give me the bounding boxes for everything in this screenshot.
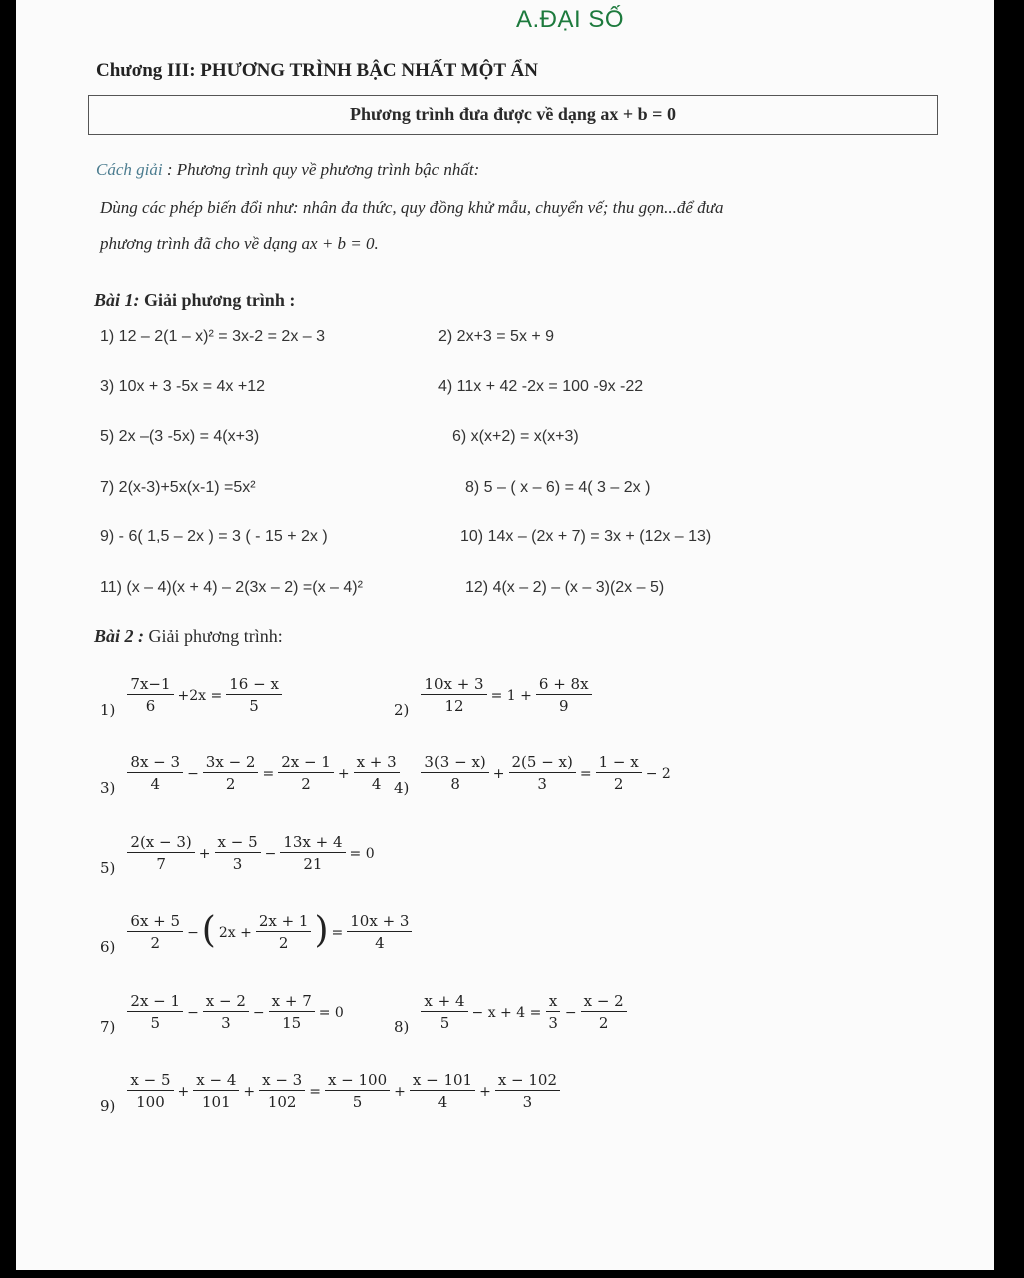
eq-number: 6) bbox=[100, 937, 116, 956]
fraction bbox=[193, 1070, 239, 1113]
denominator: 3 bbox=[232, 855, 243, 873]
bai2-eq-9 bbox=[100, 1070, 562, 1113]
method-label: Cách giải bbox=[96, 160, 163, 179]
fraction bbox=[421, 991, 467, 1034]
operator: = bbox=[579, 765, 592, 782]
bai2-heading bbox=[94, 626, 283, 647]
fraction bbox=[536, 674, 592, 717]
fraction bbox=[421, 674, 486, 717]
operator: + bbox=[479, 1083, 491, 1100]
fraction bbox=[495, 1070, 560, 1113]
operator: + bbox=[177, 1083, 190, 1100]
numerator: x − 100 bbox=[325, 1070, 390, 1091]
operator: − bbox=[187, 924, 199, 941]
numerator: x − 4 bbox=[193, 1070, 239, 1091]
numerator: 6 + 8x bbox=[536, 674, 592, 695]
method-desc-2: phương trình đã cho về dạng ax + b = 0. bbox=[100, 234, 379, 253]
eq-number: 2) bbox=[394, 700, 410, 719]
fraction bbox=[256, 911, 312, 954]
bai2-eq-3 bbox=[100, 752, 402, 795]
method-line bbox=[96, 160, 479, 180]
bai1-item-5: 5) 2x –(3 -5x) = 4(x+3) bbox=[100, 428, 260, 445]
bai1-item-8: 8) 5 – ( x – 6) = 4( 3 – 2x ) bbox=[465, 479, 651, 496]
numerator: 2(x − 3) bbox=[127, 832, 194, 853]
section-heading: A.ĐẠI SỐ bbox=[515, 6, 625, 33]
numerator: 10x + 3 bbox=[347, 911, 412, 932]
bai1-label: Bài 1: bbox=[94, 290, 140, 310]
operator: = 1 + bbox=[490, 687, 532, 704]
bai1-title: Giải phương trình : bbox=[139, 290, 296, 310]
denominator: 8 bbox=[450, 775, 460, 793]
denominator: 2 bbox=[301, 775, 311, 793]
operator: = bbox=[309, 1083, 321, 1100]
numerator: 2x − 1 bbox=[278, 752, 334, 773]
denominator: 5 bbox=[249, 697, 259, 715]
bai2-eq-6 bbox=[100, 911, 414, 954]
denominator: 102 bbox=[267, 1093, 297, 1111]
numerator: 2x + 1 bbox=[256, 911, 312, 932]
bai2-eq-1 bbox=[100, 674, 284, 717]
fraction bbox=[410, 1070, 475, 1113]
operator: = 0 bbox=[349, 845, 375, 862]
denominator: 2 bbox=[150, 934, 160, 952]
operator: − 2 bbox=[645, 765, 671, 782]
bai1-heading bbox=[94, 290, 295, 311]
denominator: 9 bbox=[558, 697, 569, 715]
denominator: 4 bbox=[437, 1093, 448, 1111]
bai1-item-6: 6) x(x+2) = x(x+3) bbox=[452, 428, 579, 445]
numerator: 16 − x bbox=[226, 674, 282, 695]
numerator: 7x−1 bbox=[127, 674, 173, 695]
denominator: 3 bbox=[221, 1014, 231, 1032]
fraction bbox=[259, 1070, 305, 1113]
numerator: 2x − 1 bbox=[127, 991, 183, 1012]
operator: +2x = bbox=[177, 687, 223, 704]
denominator: 12 bbox=[444, 697, 464, 715]
fraction bbox=[226, 674, 282, 717]
left-paren: ( bbox=[201, 909, 216, 951]
bai1-item-1: 1) 12 – 2(1 – x)² = 3x-2 = 2x – 3 bbox=[100, 328, 326, 345]
operator: − bbox=[564, 1004, 577, 1021]
fraction bbox=[127, 991, 183, 1034]
numerator: 6x + 5 bbox=[127, 911, 183, 932]
denominator: 15 bbox=[282, 1014, 302, 1032]
denominator: 4 bbox=[371, 775, 382, 793]
chapter-title: Chương III: PHƯƠNG TRÌNH BẬC NHẤT MỘT ẨN bbox=[96, 60, 538, 81]
denominator: 4 bbox=[150, 775, 160, 793]
operator: + bbox=[198, 845, 211, 862]
bai1-item-3: 3) 10x + 3 -5x = 4x +12 bbox=[100, 378, 265, 395]
operator: 2x + bbox=[218, 924, 252, 941]
denominator: 3 bbox=[548, 1014, 558, 1032]
fraction bbox=[581, 991, 627, 1034]
denominator: 2 bbox=[278, 934, 289, 952]
eq-number: 4) bbox=[394, 778, 410, 797]
denominator: 2 bbox=[598, 1014, 609, 1032]
eq-number: 1) bbox=[100, 700, 116, 719]
fraction bbox=[280, 832, 345, 875]
operator: − bbox=[252, 1004, 265, 1021]
denominator: 2 bbox=[225, 775, 236, 793]
numerator: 13x + 4 bbox=[280, 832, 345, 853]
operator: + bbox=[243, 1083, 256, 1100]
numerator: x − 101 bbox=[410, 1070, 475, 1091]
denominator: 5 bbox=[150, 1014, 160, 1032]
bai1-item-12: 12) 4(x – 2) – (x – 3)(2x – 5) bbox=[465, 579, 665, 596]
operator: = bbox=[331, 924, 344, 941]
numerator: 3x − 2 bbox=[203, 752, 259, 773]
bai1-item-11: 11) (x – 4)(x + 4) – 2(3x – 2) =(x – 4)² bbox=[100, 579, 363, 596]
fraction bbox=[278, 752, 334, 795]
fraction bbox=[596, 752, 642, 795]
bai1-item-4: 4) 11x + 42 -2x = 100 -9x -22 bbox=[438, 378, 644, 395]
eq-number: 8) bbox=[394, 1017, 410, 1036]
fraction bbox=[215, 832, 261, 875]
operator: − bbox=[187, 765, 199, 782]
eq-number: 3) bbox=[100, 778, 116, 797]
operator: = 0 bbox=[318, 1004, 344, 1021]
operator: − x + 4 = bbox=[471, 1004, 542, 1021]
operator: + bbox=[492, 765, 505, 782]
numerator: x bbox=[546, 991, 560, 1012]
operator: + bbox=[337, 765, 350, 782]
denominator: 6 bbox=[145, 697, 156, 715]
fraction bbox=[421, 752, 488, 795]
denominator: 3 bbox=[537, 775, 547, 793]
fraction bbox=[347, 911, 412, 954]
numerator: x − 2 bbox=[203, 991, 249, 1012]
fraction bbox=[127, 832, 194, 875]
numerator: x − 5 bbox=[127, 1070, 173, 1091]
eq-number: 7) bbox=[100, 1017, 116, 1036]
numerator: x − 5 bbox=[215, 832, 261, 853]
denominator: 5 bbox=[352, 1093, 363, 1111]
fraction bbox=[127, 674, 173, 717]
numerator: 10x + 3 bbox=[421, 674, 486, 695]
numerator: x − 2 bbox=[581, 991, 627, 1012]
bai2-label: Bài 2 : bbox=[94, 626, 145, 646]
numerator: x − 102 bbox=[495, 1070, 560, 1091]
bai1-item-9: 9) - 6( 1,5 – 2x ) = 3 ( - 15 + 2x ) bbox=[100, 528, 328, 545]
method-desc-1: Dùng các phép biến đổi như: nhân đa thức, quy đồng khử mẫu, chuyển vế; thu gọn...để đưa bbox=[100, 198, 724, 217]
denominator: 2 bbox=[613, 775, 624, 793]
fraction bbox=[127, 911, 183, 954]
numerator: x + 4 bbox=[421, 991, 467, 1012]
denominator: 5 bbox=[439, 1014, 450, 1032]
right-paren: ) bbox=[314, 909, 329, 951]
operator: − bbox=[187, 1004, 199, 1021]
fraction bbox=[127, 1070, 173, 1113]
bai1-item-2: 2) 2x+3 = 5x + 9 bbox=[438, 328, 555, 345]
bai1-item-10: 10) 14x – (2x + 7) = 3x + (12x – 13) bbox=[460, 528, 712, 545]
denominator: 21 bbox=[303, 855, 323, 873]
numerator: x + 7 bbox=[269, 991, 315, 1012]
numerator: 8x − 3 bbox=[127, 752, 183, 773]
numerator: 3(3 − x) bbox=[421, 752, 488, 773]
operator: − bbox=[264, 845, 277, 862]
bai2-title: Giải phương trình: bbox=[144, 626, 283, 646]
numerator: x − 3 bbox=[259, 1070, 305, 1091]
topic-box: Phương trình đưa được về dạng ax + b = 0 bbox=[88, 95, 938, 135]
fraction bbox=[203, 991, 249, 1034]
fraction bbox=[354, 752, 400, 795]
bai2-eq-8 bbox=[394, 991, 629, 1034]
fraction bbox=[269, 991, 315, 1034]
fraction bbox=[127, 752, 183, 795]
denominator: 7 bbox=[156, 855, 166, 873]
eq-number: 5) bbox=[100, 858, 116, 877]
fraction bbox=[509, 752, 576, 795]
operator: = bbox=[262, 765, 275, 782]
numerator: x + 3 bbox=[354, 752, 400, 773]
denominator: 100 bbox=[136, 1093, 165, 1111]
denominator: 4 bbox=[375, 934, 385, 952]
bai1-item-7: 7) 2(x-3)+5x(x-1) =5x² bbox=[100, 479, 256, 496]
fraction bbox=[545, 991, 561, 1034]
numerator: 1 − x bbox=[596, 752, 642, 773]
operator: + bbox=[394, 1083, 406, 1100]
bai2-eq-2 bbox=[394, 674, 594, 717]
bai2-eq-4 bbox=[394, 752, 673, 795]
bai2-eq-5 bbox=[100, 832, 377, 875]
denominator: 3 bbox=[522, 1093, 533, 1111]
numerator: 2(5 − x) bbox=[509, 752, 576, 773]
fraction bbox=[203, 752, 259, 795]
method-text: : Phương trình quy về phương trình bậc nhất: bbox=[162, 160, 480, 179]
eq-number: 9) bbox=[100, 1096, 116, 1115]
denominator: 101 bbox=[201, 1093, 231, 1111]
bai2-eq-7 bbox=[100, 991, 346, 1034]
fraction bbox=[325, 1070, 390, 1113]
